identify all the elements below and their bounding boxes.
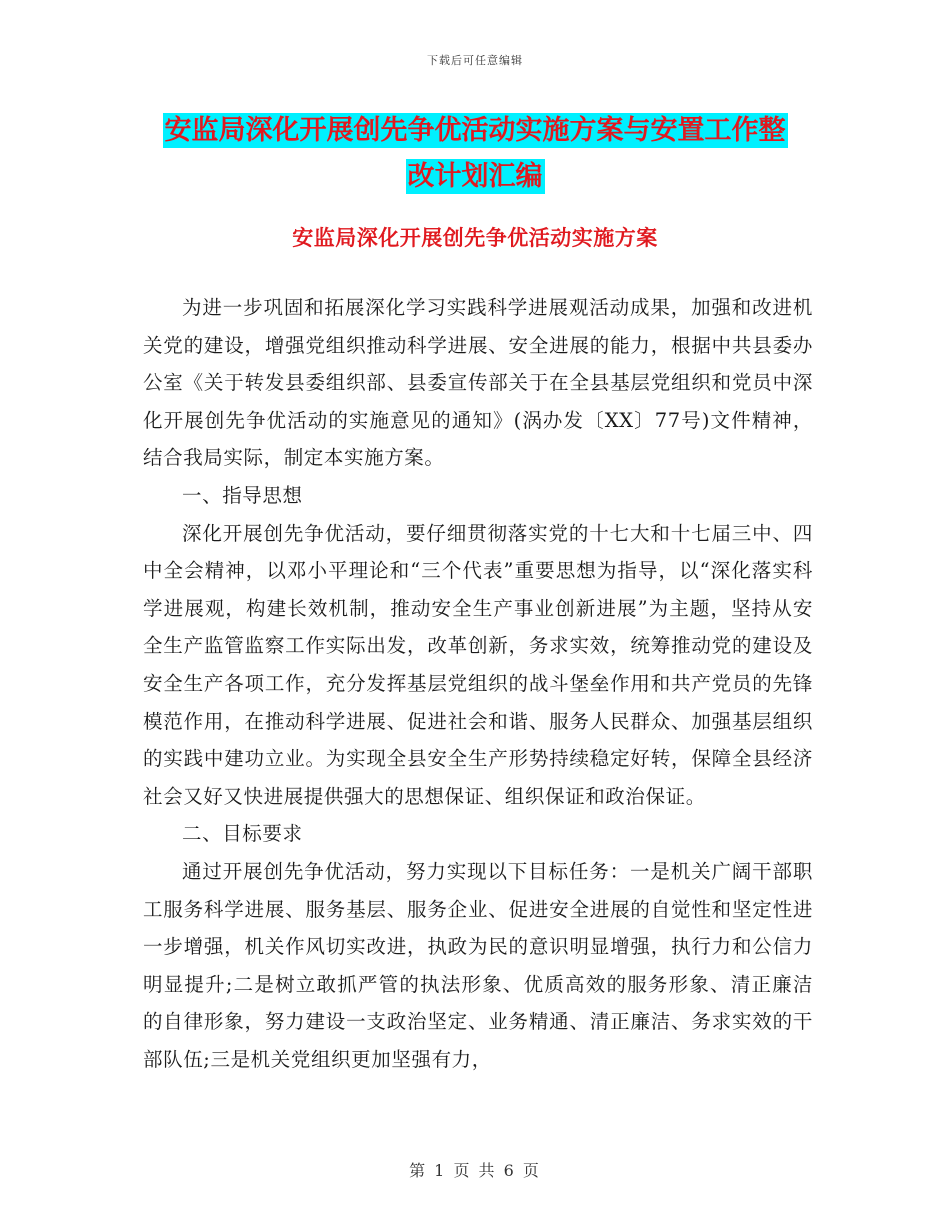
document-title [0,108,950,200]
document-title-line-2 [0,154,950,200]
document-title-line-1 [0,108,950,154]
paragraph-objectives: 通过开展创先争优活动，努力实现以下目标任务：一是机关广阔干部职工服务科学进展、服务基层、服务企业、促进安全进展的自觉性和坚定性进一步增强，机关作风切实改进，执政为民的意识明显增强，执行力和公信力明显提升;二是树立敢抓严管的执法形象、优质高效的服务形象、清正廉洁的自律形象，努力建设一支政治坚定、业务精通、清正廉洁、务求实效的干部队伍;三是机关党组织更加坚强有力， [143,859,813,1071]
heading-objectives: 二、目标要求 [182,822,303,846]
paragraph-intro: 为进一步巩固和拓展深化学习实践科学进展观活动成果，加强和改进机关党的建设，增强党组织推动科学进展、安全进展的能力，根据中共县委办公室《关于转发县委组织部、县委宣传部关于在全县基层党组织和党员中深化开展创先争优活动的实施意见的通知》(涡办发〔XX〕77号)文件精神，结合我局实际，制定本实施方案。 [143,296,813,470]
section-title: 安监局深化开展创先争优活动实施方案 [292,226,658,250]
paragraph-guiding-ideology: 深化开展创先争优活动，要仔细贯彻落实党的十七大和十七届三中、四中全会精神，以邓小平理论和“三个代表”重要思想为指导，以“深化落实科学进展观，构建长效机制，推动安全生产事业创新进展”为主题，坚持从安全生产监管监察工作实际出发，改革创新，务求实效，统筹推动党的建设及安全生产各项工作，充分发挥基层党组织的战斗堡垒作用和共产党员的先锋模范作用，在推动科学进展、促进社会和谐、服务人民群众、加强基层组织的实践中建功立业。为实现全县安全生产形势持续稳定好转，保障全县经济社会又好又快进展提供强大的思想保证、组织保证和政治保证。 [143,521,813,808]
title-highlight: 改计划汇编 [407,161,543,192]
page-number-footer: 第 1 页 共 6 页 [409,1161,541,1180]
title-highlight: 安监局深化开展创先争优活动实施方案与安置工作整 [164,115,786,146]
heading-guiding-ideology: 一、指导思想 [182,483,303,507]
document-body [143,289,813,1078]
header-note: 下载后可任意编辑 [427,54,523,67]
